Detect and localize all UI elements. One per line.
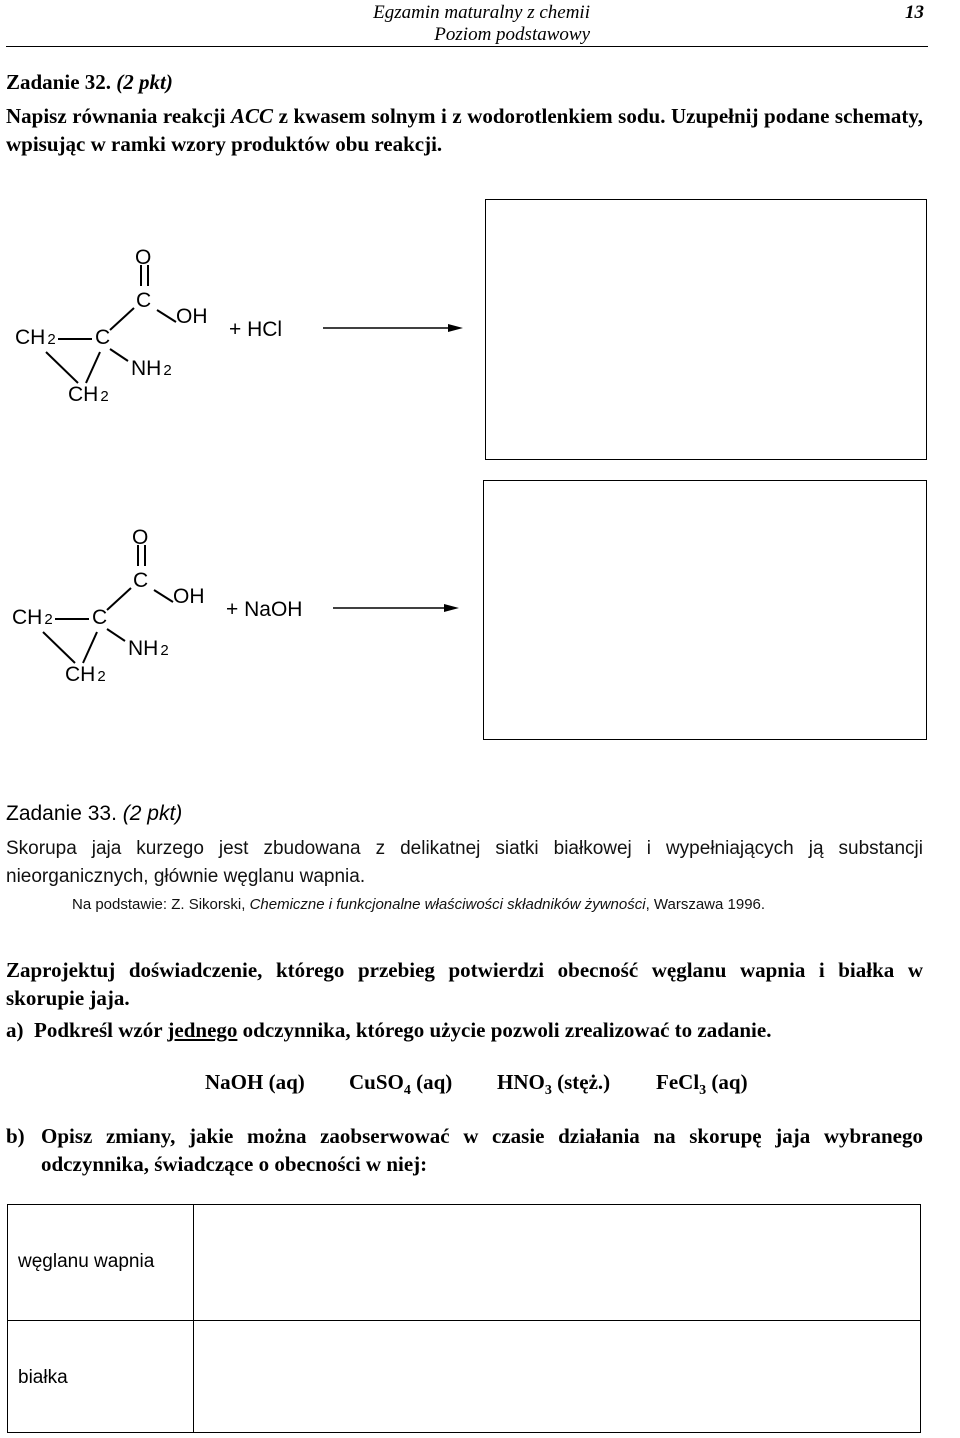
answer-cell-carbonate[interactable] [194, 1205, 920, 1319]
task33-points: (2 pkt) [122, 802, 183, 825]
nh2-label-1: NH 2 [131, 357, 172, 380]
header-divider [6, 46, 928, 47]
underlined-word: jednego [167, 1018, 238, 1042]
observation-table [7, 1204, 921, 1433]
source-citation: Na podstawie: Z. Sikorski, Chemiczne i funkcjonalne właściwości składników żywności, Warszawa 1996. [72, 896, 766, 913]
task32-instruction: Napisz równania reakcji ACC z kwasem solnym i z wodorotlenkiem sodu. Uzupełnij podane schematy, wpisując w ramki wzory produktów obu reakcji. [6, 104, 923, 156]
answer-box-naoh[interactable] [483, 480, 927, 740]
hydroxyl-label-1: OH [176, 305, 208, 328]
exam-level: Poziom podstawowy [434, 24, 590, 45]
arrowhead-1 [448, 324, 463, 332]
carbonyl-carbon-label-1: C [136, 289, 152, 312]
oxygen-label-1: O [135, 246, 152, 269]
reagent-option-naoh[interactable]: NaOH (aq) [205, 1070, 305, 1094]
reagent-option-hno3[interactable]: $HNO_3$ (stęż.) [497, 1070, 611, 1099]
task33-instruction: Zaprojektuj doświadczenie, którego przebieg potwierdzi obecność węglanu wapnia i białka w skorupie jaja. [6, 958, 923, 1010]
answer-cell-protein[interactable] [194, 1321, 920, 1432]
task33-heading [6, 802, 182, 826]
task33-title: Zadanie 33. [6, 802, 117, 825]
acc-abbrev: ACC [231, 104, 274, 128]
arrowhead-2 [444, 604, 459, 612]
nh2-label-2: NH 2 [128, 637, 169, 660]
exam-title: Egzamin maturalny z chemii [373, 2, 590, 23]
ch2-bottom-1: CH 2 [68, 383, 109, 406]
task32-points: (2 pkt) [116, 70, 173, 94]
reagent-hcl: + HCl [229, 318, 283, 341]
oxygen-label-2: O [132, 526, 149, 549]
task33-part-a: a) Podkreśl wzór jednego odczynnika, którego użycie pozwoli zrealizować to zadanie. [6, 1018, 772, 1042]
ch2-bottom-2: CH 2 [65, 663, 106, 686]
ch2-left-1: CH 2 [15, 326, 56, 349]
task33-intro: Skorupa jaja kurzego jest zbudowana z delikatnej siatki białkowej i wypełniających ją substancji nieorganicznych, głównie węglanu wapnia. [6, 838, 923, 887]
exam-header [200, 2, 590, 46]
answer-box-hcl[interactable] [485, 199, 927, 460]
row-label-carbonate: węglanu wapnia [18, 1251, 155, 1272]
reagent-option-cuso4[interactable]: CuSO$_4$ (aq) [349, 1070, 453, 1099]
task32-title: Zadanie 32. [6, 70, 112, 94]
ring-carbon-label-1: C [95, 326, 111, 349]
page-number: 13 [905, 2, 924, 23]
task33-part-b: b) Opisz zmiany, jakie można zaobserwować w czasie działania na skorupę jaja wybranego odczynnika, świadczące o obecności w niej: [6, 1124, 923, 1176]
row-label-protein: białka [18, 1367, 68, 1388]
hydroxyl-label-2: OH [173, 585, 205, 608]
reagent-option-fecl3[interactable]: FeCl$_3$ (aq) [656, 1070, 748, 1099]
ch2-left-2: CH 2 [12, 606, 53, 629]
carbonyl-carbon-label-2: C [133, 569, 149, 592]
reagent-naoh: + NaOH [226, 598, 303, 621]
ring-carbon-label-2: C [92, 606, 108, 629]
task32-heading [6, 70, 173, 95]
